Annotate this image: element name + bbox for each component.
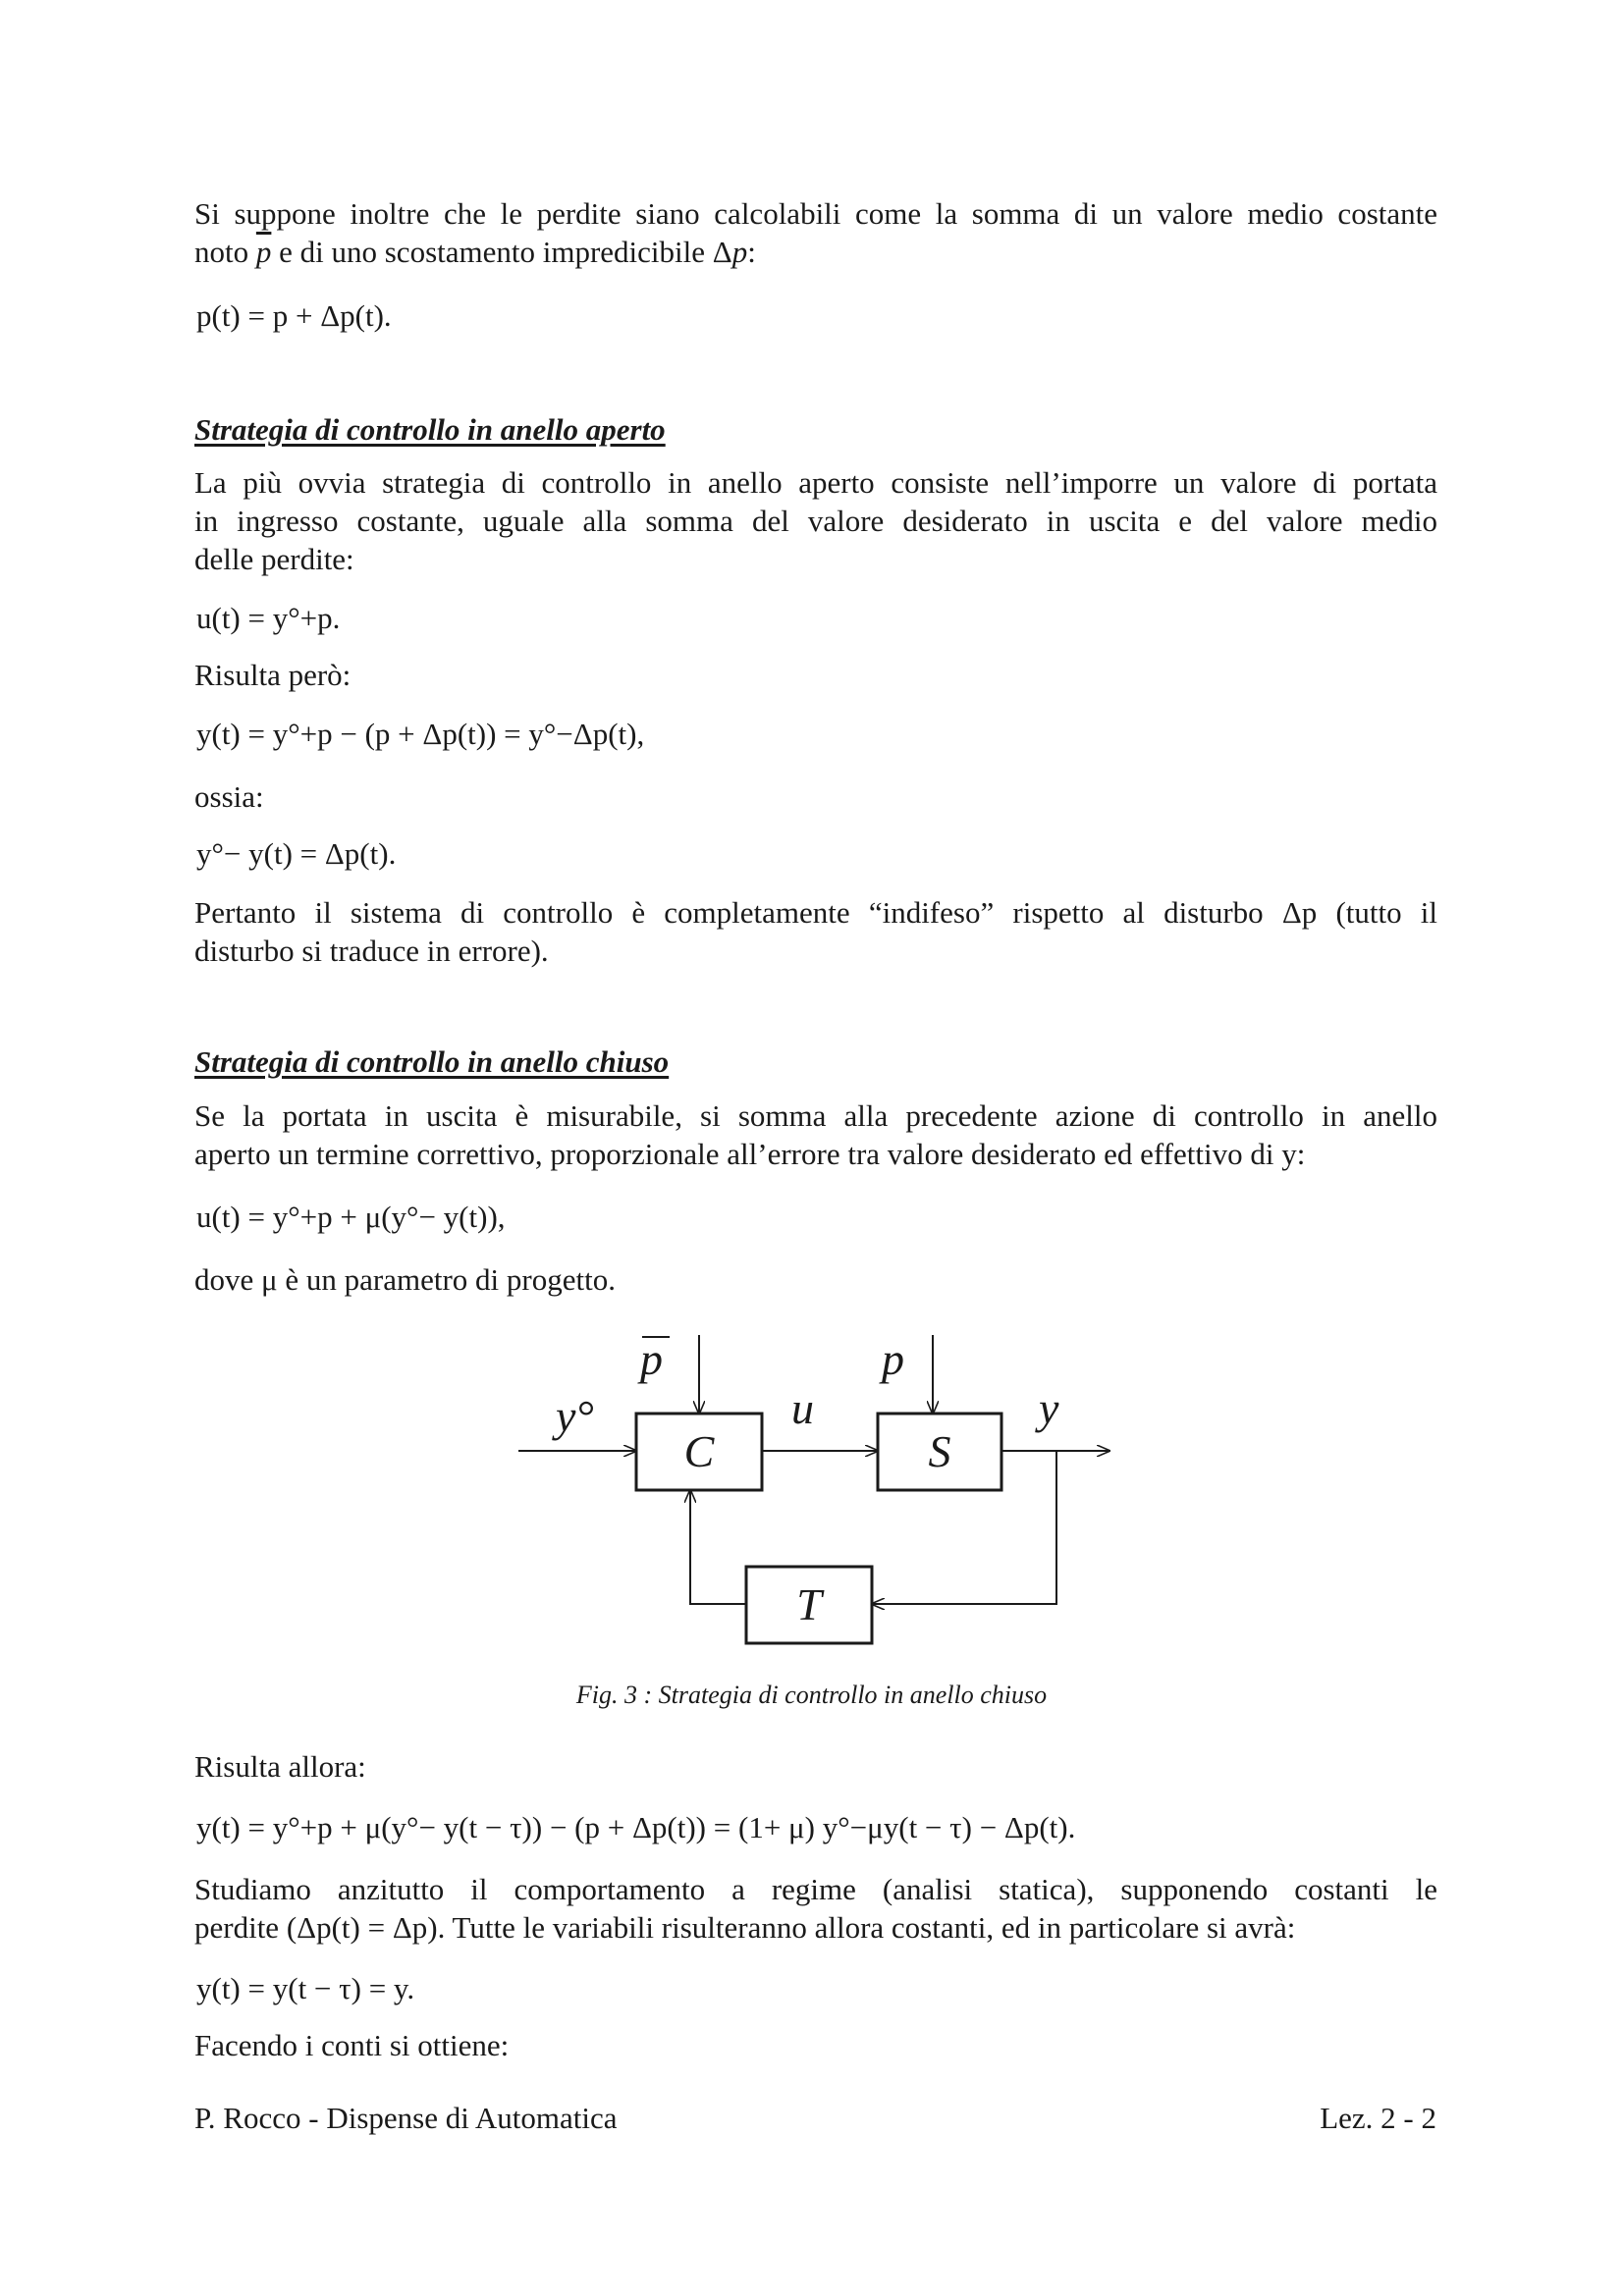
closed-loop-para-line-1: Se la portata in uscita è misurabile, si somma alla precedente azione di controllo in anello xyxy=(194,1098,1437,1133)
footer-author: P. Rocco - Dispense di Automatica xyxy=(194,2101,618,2135)
analysis-text-3: Facendo i conti si ottiene: xyxy=(194,2028,510,2062)
analysis-text-1: Risulta allora: xyxy=(194,1749,366,1784)
equation-open-loop-input: u(t) = y°+p. xyxy=(196,601,341,635)
open-loop-text-result: Risulta però: xyxy=(194,658,352,692)
open-loop-conclusion-line-2: disturbo si traduce in errore). xyxy=(194,934,549,968)
equation-losses: p(t) = p + Δp(t). xyxy=(196,298,392,333)
closed-loop-para-line-2: aperto un termine correttivo, proporzionale all’errore tra valore desiderato ed effettivo di y: xyxy=(194,1137,1306,1171)
open-loop-para-line-1: La più ovvia strategia di controllo in anello aperto consiste nell’imporre un valore di portata xyxy=(194,465,1437,500)
open-loop-text-ossia: ossia: xyxy=(194,779,264,814)
equation-closed-loop-output: y(t) = y°+p + μ(y°− y(t − τ)) − (p + Δp(t)) = (1+ μ) y°−μy(t − τ) − Δp(t). xyxy=(196,1810,1076,1844)
analysis-para-line-1: Studiamo anzitutto il comportamento a regime (analisi statica), supponendo costanti le xyxy=(194,1872,1437,1906)
closed-loop-design-param: dove μ è un parametro di progetto. xyxy=(194,1262,616,1297)
arrow-t-to-c xyxy=(690,1490,746,1604)
label-y: y xyxy=(1039,1383,1059,1433)
intro-line-1: Si suppone inoltre che le perdite siano calcolabili come la somma di un valore medio costante xyxy=(194,196,1437,231)
label-pbar: p xyxy=(640,1334,663,1384)
equation-closed-loop-input: u(t) = y°+p + μ(y°− y(t)), xyxy=(196,1200,506,1234)
analysis-para-line-2: perdite (Δp(t) = Δp). Tutte le variabili risulteranno allora costanti, ed in particolare si avrà: xyxy=(194,1910,1296,1945)
equation-open-loop-error: y°− y(t) = Δp(t). xyxy=(196,836,397,871)
label-u: u xyxy=(791,1383,814,1433)
label-yref: y° xyxy=(556,1391,594,1441)
label-p: p xyxy=(882,1334,904,1384)
block-s-label: S xyxy=(928,1426,951,1476)
open-loop-conclusion-line-1: Pertanto il sistema di controllo è completamente “indifeso” rispetto al disturbo Δp (tutto il xyxy=(194,895,1437,930)
open-loop-para-line-2: in ingresso costante, uguale alla somma del valore desiderato in uscita e del valore medio xyxy=(194,504,1437,538)
intro-line-2: noto $\overline{p}$ e di uno scostamento impredicibile Δp: xyxy=(194,235,756,269)
figure-caption: Fig. 3 : Strategia di controllo in anello chiuso xyxy=(575,1681,1048,1709)
section-heading-open-loop: Strategia di controllo in anello aperto xyxy=(194,412,666,447)
section-heading-closed-loop: Strategia di controllo in anello chiuso xyxy=(194,1044,670,1079)
equation-static: y(t) = y(t − τ) = y. xyxy=(196,1971,415,2005)
open-loop-para-line-3: delle perdite: xyxy=(194,542,354,576)
footer-page-number: Lez. 2 - 2 xyxy=(1320,2101,1436,2135)
equation-open-loop-output: y(t) = y°+p − (p + Δp(t)) = y°−Δp(t), xyxy=(196,717,645,751)
block-t-label: T xyxy=(796,1579,822,1629)
block-c-label: C xyxy=(683,1426,715,1476)
